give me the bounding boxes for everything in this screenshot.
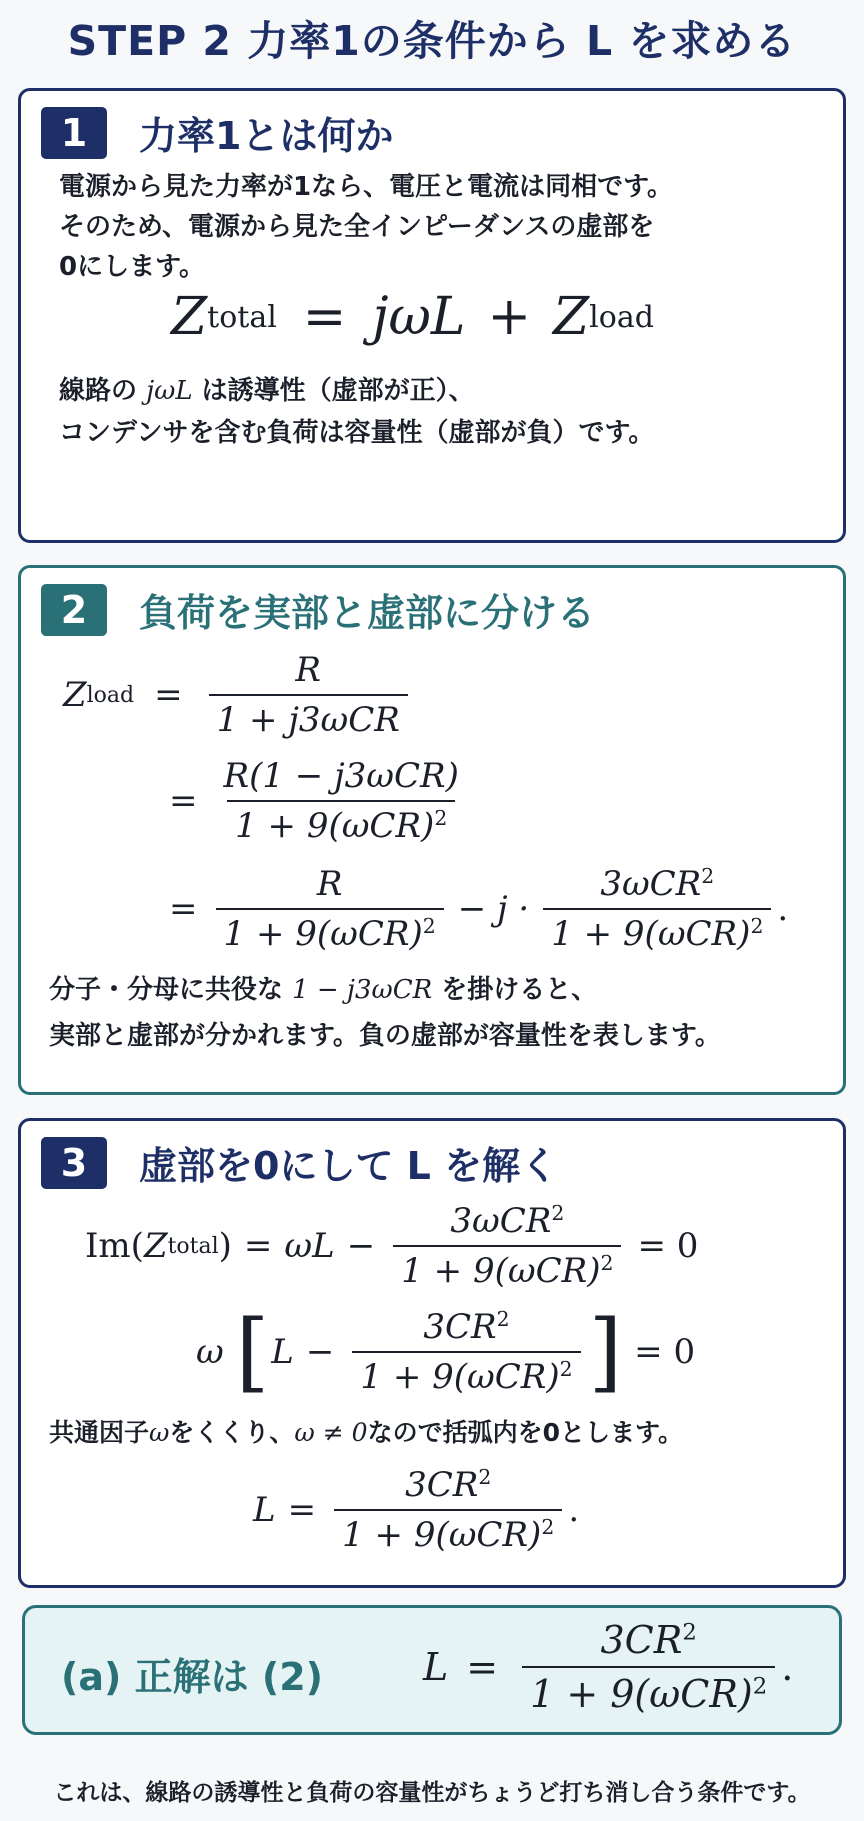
fraction: $\frac{3CR^2}{1 + 9(\omega CR)^2}$ [352,1307,580,1397]
fraction: $\frac{3CR^2}{1 + 9(\omega CR)^2}$ [522,1618,775,1716]
step-card-2 [18,565,846,1095]
imaginary-part-equation: Im( Z total ) = ωL − $\frac{3\omega CR^2}{1 + 9(\omega CR)^2}$ = 0 [85,1201,699,1292]
math-symbol: Z [171,287,208,347]
explanation-line: コンデンサを含む負荷は容量性（虚部が負）です。 [59,418,655,448]
total-impedance-equation [171,287,654,347]
fraction: $\frac{\text{R(1 − j3ωCR)}}{1 + 9(\omega CR)^2}$ [223,756,459,847]
math-inline: 1 − j3ωCR [292,975,433,1005]
fraction: $\frac{R}{1 + 9(\omega CR)^2}$ [216,864,444,954]
math-term: jωL [372,287,466,347]
math-operator: = [302,287,347,347]
load-impedance-line-3: = $\frac{R}{1 + 9(\omega CR)^2}$ − j · $\frac{3\omega CR^2}{1 + 9(\omega CR)^2}$ . [169,864,789,955]
factored-equation: ω [ L − $\frac{3CR^2}{1 + 9(\omega CR)^2}$ ] = 0 [196,1302,696,1403]
answer-box [22,1605,842,1735]
math-subscript: total [207,299,277,335]
step-number-badge: 1 [41,107,107,159]
load-impedance-line-1: Z load = $\frac{R}{\text{1 + j3ωCR}}$ [63,650,414,740]
explanation-line: 実部と虚部が分かれます。負の虚部が容量性を表します。 [49,1021,721,1051]
step-card-1 [18,88,846,543]
fraction: $\frac{3CR^2}{1 + 9(\omega CR)^2}$ [334,1465,562,1555]
explanation-line: 0にします。 [59,252,206,282]
explanation-line: 電源から見た力率が1なら、電圧と電流は同相です。 [59,172,674,202]
fraction: $\frac{R}{\text{1 + j3ωCR}}$ [209,650,408,740]
step-title: 虚部を0にして L を解く [139,1144,559,1188]
answer-equation: L = $\frac{3CR^2}{1 + 9(\omega CR)^2}$ . [423,1618,794,1716]
fraction: $\frac{3\omega CR^2}{1 + 9(\omega CR)^2}$ [393,1201,621,1291]
explanation-line: 線路の jωL は誘導性（虚部が正）、 [59,376,475,406]
step-title: 力率1とは何か [139,114,394,158]
explanation-line: 分子・分母に共役な 1 − j3ωCR を掛けると、 [49,975,598,1005]
math-symbol: Z [553,287,590,347]
step-number-badge: 2 [41,584,107,636]
step-number-badge: 3 [41,1137,107,1189]
result-equation: L = $\frac{3CR^2}{1 + 9(\omega CR)^2}$ . [253,1465,580,1556]
footer-note: これは、線路の誘導性と負荷の容量性がちょうど打ち消し合う条件です。 [53,1780,811,1806]
math-operator: + [487,287,532,347]
load-impedance-line-2: = $\frac{\text{R(1 − j3ωCR)}}{1 + 9(\omega CR)^2}$ [169,756,473,846]
math-subscript: load [589,299,654,335]
page-title: STEP 2 力率1の条件から L を求める [67,17,797,65]
step-card-3 [18,1118,846,1588]
math-inline: jωL [146,376,193,406]
explanation-line: そのため、電源から見た全インピーダンスの虚部を [59,212,655,242]
explanation-line: 共通因子ωをくくり、ω ≠ 0なので括弧内を0とします。 [49,1418,683,1447]
fraction: $\frac{3\omega CR^2}{1 + 9(\omega CR)^2}$ [543,864,771,954]
step-title: 負荷を実部と虚部に分ける [139,591,596,635]
answer-label: (a) 正解は (2) [61,1655,324,1699]
